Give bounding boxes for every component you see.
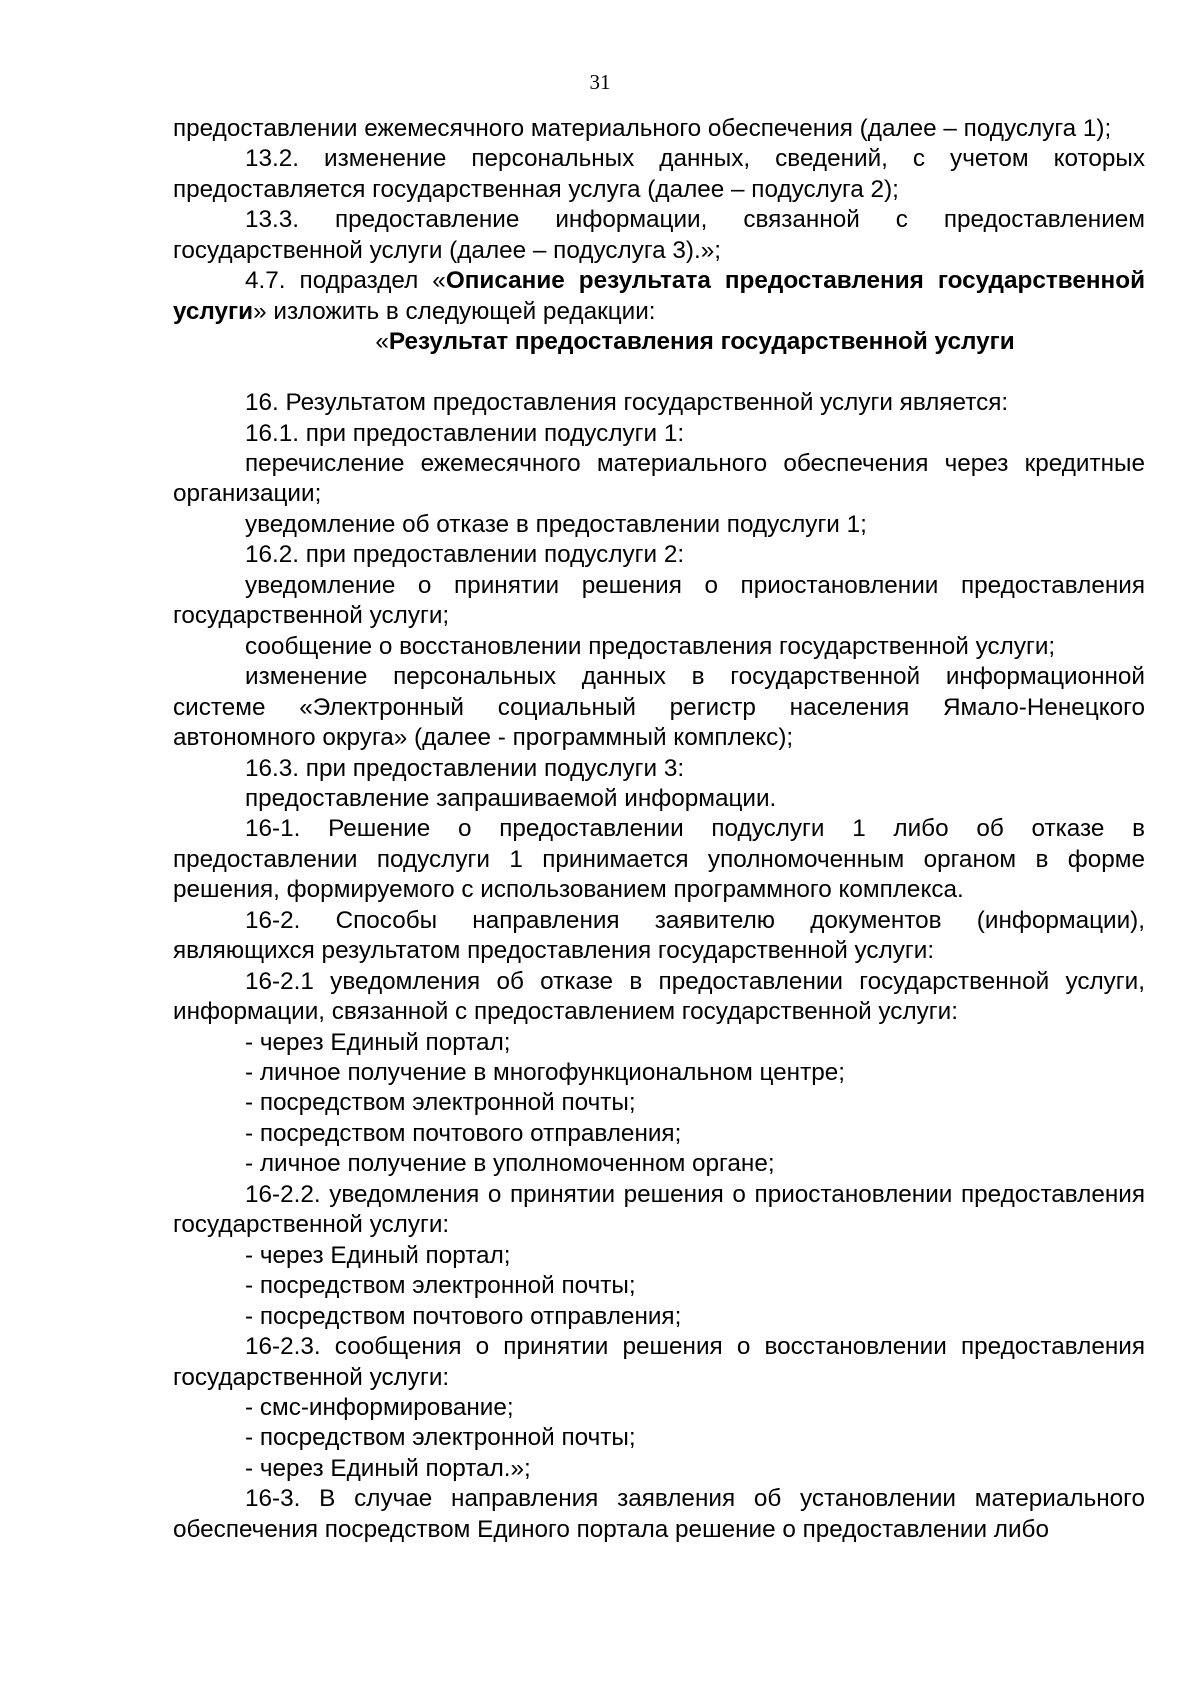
list-item: - через Единый портал; — [245, 1241, 511, 1269]
list-item: - посредством почтового отправления; — [245, 1302, 682, 1330]
paragraph: предоставление запрашиваемой информации. — [245, 784, 777, 812]
amendment-suffix: » изложить в следующей редакции: — [253, 297, 656, 325]
list-item: - посредством электронной почты; — [245, 1424, 636, 1452]
paragraph: 13.2. изменение персональных данных, сведений, с учетом которых предоставляется государственная услуга (далее – подуслуга 2); — [173, 145, 1145, 203]
paragraph: 16-2. Способы направления заявителю документов (информации), являющихся результатом предоставления государственной услуги: — [173, 906, 1145, 965]
heading-quote: « — [375, 328, 389, 356]
list-item: - посредством электронной почты; — [245, 1089, 636, 1117]
list-item: - через Единый портал.»; — [245, 1454, 531, 1482]
paragraph: 16-3. В случае направления заявления об установлении материального обеспечения посредством Единого портала решение о предоставлении либо — [173, 1485, 1145, 1543]
paragraph: 16.3. при предоставлении подуслуги 3: — [245, 754, 685, 782]
document-body — [173, 114, 1145, 1545]
list-item: - посредством почтового отправления; — [245, 1119, 682, 1147]
heading-text: Результат предоставления государственной услуги — [388, 328, 1015, 356]
paragraph: перечисление ежемесячного материального обеспечения через кредитные организации; — [173, 449, 1145, 508]
paragraph: сообщение о восстановлении предоставления государственной услуги; — [245, 632, 1056, 660]
paragraph: предоставлении ежемесячного материального обеспечения (далее – подуслуга 1); — [173, 115, 1112, 142]
page-number: 31 — [589, 70, 611, 94]
paragraph: 16.1. при предоставлении подуслуги 1: — [245, 419, 685, 447]
list-item: - через Единый портал; — [245, 1028, 511, 1056]
amendment-prefix: 4.7. подраздел « — [245, 267, 446, 295]
paragraph: уведомление об отказе в предоставлении подуслуги 1; — [245, 510, 867, 538]
subsection-title-bold: Описание результата предоставления государственной услуги — [173, 267, 1146, 325]
paragraph: 16. Результатом предоставления государственной услуги является: — [245, 389, 1009, 417]
paragraph: 16-1. Решение о предоставлении подуслуги 1 либо об отказе в предоставлении подуслуги 1 принимается уполномоченным органом в форме решения, формируемого с использованием программного комплекса. — [173, 815, 1145, 904]
amendment-paragraph — [173, 266, 1145, 327]
list-item: - посредством электронной почты; — [245, 1272, 636, 1300]
blank-line — [173, 358, 1145, 388]
paragraph: 16-2.1 уведомления об отказе в предоставлении государственной услуги, информации, связанной с предоставлением государственной услуги: — [173, 967, 1145, 1026]
paragraph: уведомление о принятии решения о приостановлении предоставления государственной услуги; — [173, 571, 1145, 630]
paragraph: изменение персональных данных в государственной информационной системе «Электронный социальный регистр населения Ямало-Ненецкого автономного округа» (далее - программный комплекс); — [173, 663, 1145, 752]
paragraph: 16.2. при предоставлении подуслуги 2: — [245, 541, 685, 569]
paragraph: 16-2.3. сообщения о принятии решения о восстановлении предоставления государственной услуги: — [173, 1333, 1145, 1391]
list-item: - личное получение в уполномоченном органе; — [245, 1150, 775, 1178]
paragraph: 13.3. предоставление информации, связанной с предоставлением государственной услуги (далее – подуслуга 3).»; — [173, 206, 1145, 264]
section-heading — [173, 327, 1145, 357]
paragraph: 16-2.2. уведомления о принятии решения о приостановлении предоставления государственной услуги: — [173, 1180, 1145, 1239]
list-item: - смс-информирование; — [245, 1394, 514, 1422]
list-item: - личное получение в многофункциональном центре; — [245, 1059, 846, 1087]
